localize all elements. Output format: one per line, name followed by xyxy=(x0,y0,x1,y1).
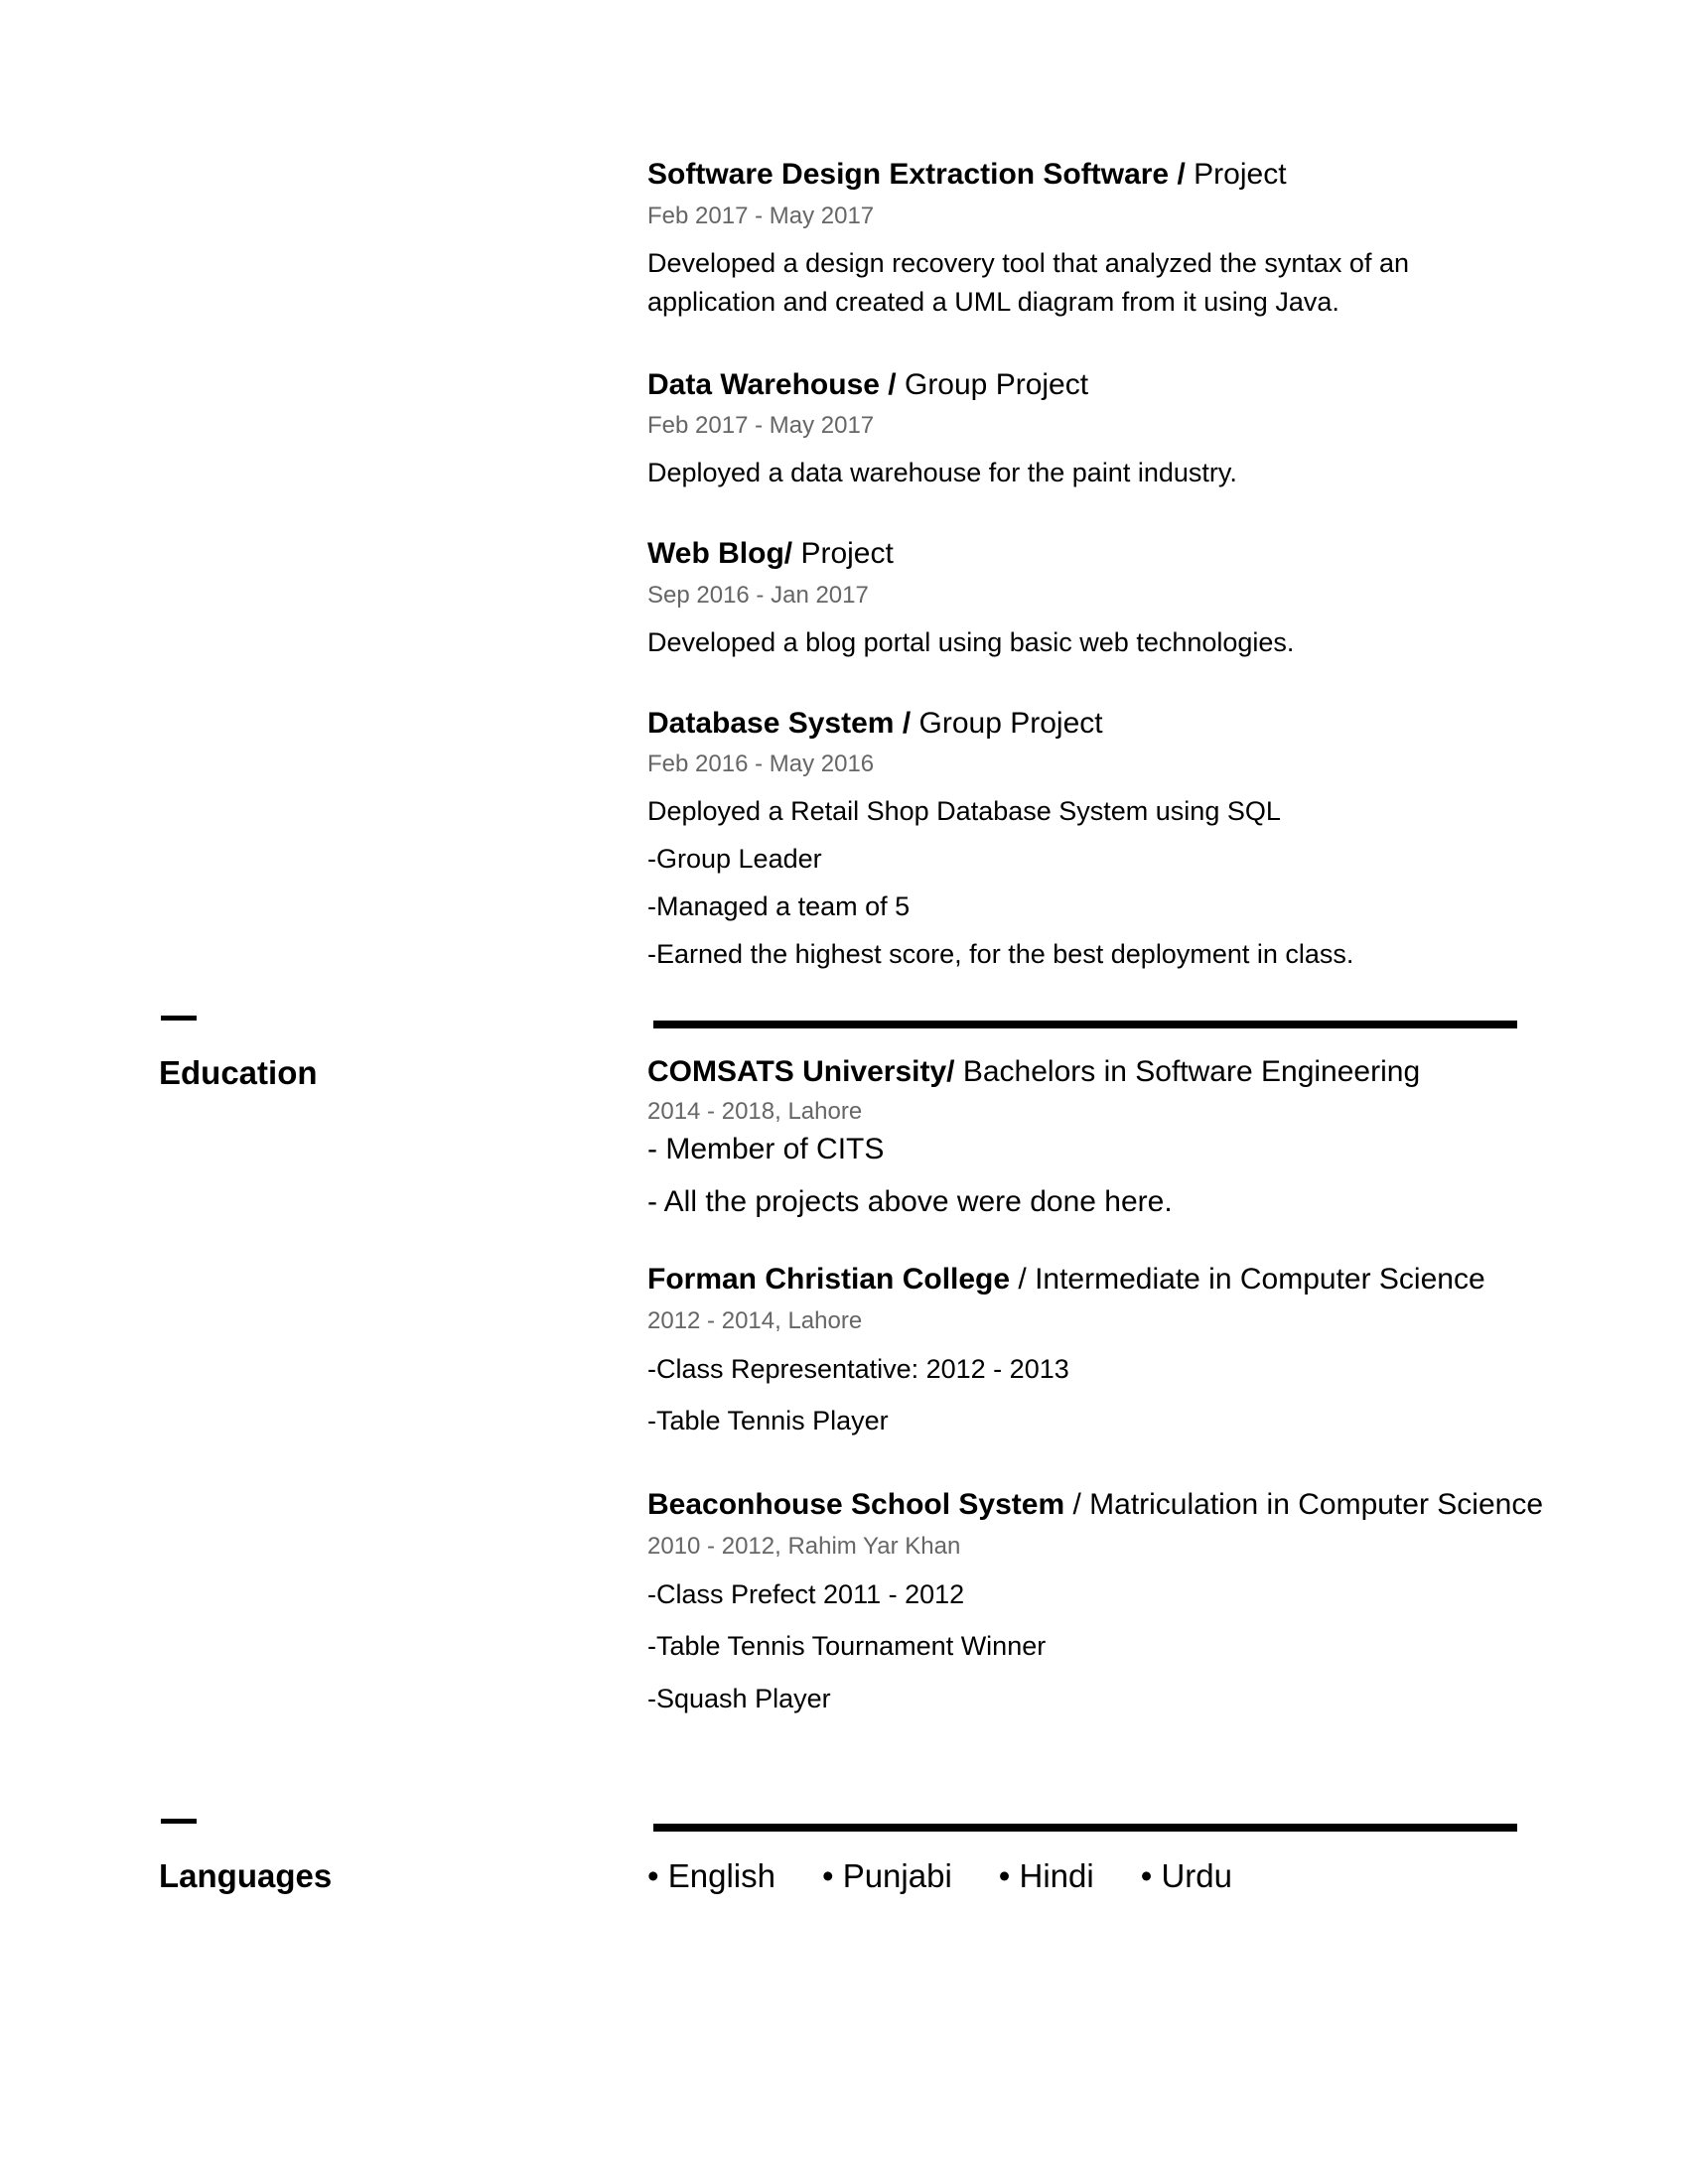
language-item: • Hindi xyxy=(998,1857,1094,1894)
project-type: Project xyxy=(1194,158,1287,191)
language-item: • Punjabi xyxy=(821,1857,952,1894)
education-bullet: -Table Tennis Tournament Winner xyxy=(647,1631,1047,1661)
project-name: Database System xyxy=(647,707,895,740)
project-type: Project xyxy=(800,537,894,570)
education-bullet: - All the projects above were done here. xyxy=(647,1185,1173,1218)
section-label-education: Education xyxy=(159,1054,318,1091)
project-title xyxy=(647,705,1541,743)
languages-list xyxy=(647,1856,1279,1896)
project-type: Group Project xyxy=(918,707,1103,740)
education-bullet: - Member of CITS xyxy=(647,1133,885,1165)
project-type: Group Project xyxy=(904,368,1089,401)
project-title xyxy=(647,156,1541,194)
education-title xyxy=(647,1053,1541,1091)
section-dash xyxy=(161,1819,197,1824)
project-description: Developed a design recovery tool that analyzed the syntax of an xyxy=(647,248,1409,278)
school-name: Forman Christian College xyxy=(647,1263,1011,1296)
project-name: Data Warehouse xyxy=(647,368,880,401)
project-separator: / xyxy=(1177,158,1186,191)
project-separator: / xyxy=(888,368,897,401)
project-description: Deployed a Retail Shop Database System using SQL xyxy=(647,796,1281,826)
project-date: Feb 2017 - May 2017 xyxy=(647,412,875,439)
education-title xyxy=(647,1486,1544,1524)
school-name: Beaconhouse School System xyxy=(647,1488,1065,1521)
project-bullet: -Managed a team of 5 xyxy=(647,891,911,921)
project-bullet: -Group Leader xyxy=(647,844,822,874)
project-name: Software Design Extraction Software xyxy=(647,158,1170,191)
section-divider xyxy=(653,1021,1517,1028)
education-date: 2014 - 2018, Lahore xyxy=(647,1098,863,1125)
education-bullet: -Squash Player xyxy=(647,1684,831,1713)
school-name: COMSATS University/ xyxy=(647,1055,955,1088)
project-date: Feb 2016 - May 2016 xyxy=(647,751,875,777)
section-dash xyxy=(161,1016,197,1021)
project-name: Web Blog/ xyxy=(647,537,793,570)
project-description: Developed a blog portal using basic web technologies. xyxy=(647,627,1295,657)
education-title xyxy=(647,1261,1541,1298)
degree: Bachelors in Software Engineering xyxy=(962,1055,1421,1088)
project-description: application and created a UML diagram from it using Java. xyxy=(647,287,1339,317)
project-date: Feb 2017 - May 2017 xyxy=(647,203,875,229)
education-date: 2012 - 2014, Lahore xyxy=(647,1307,863,1334)
language-item: • Urdu xyxy=(1140,1857,1232,1894)
section-label-languages: Languages xyxy=(159,1857,333,1894)
project-date: Sep 2016 - Jan 2017 xyxy=(647,582,869,609)
education-date: 2010 - 2012, Rahim Yar Khan xyxy=(647,1533,961,1560)
degree: / Matriculation in Computer Science xyxy=(1072,1488,1544,1521)
degree: / Intermediate in Computer Science xyxy=(1018,1263,1485,1296)
project-bullet: -Earned the highest score, for the best deployment in class. xyxy=(647,939,1354,969)
education-bullet: -Class Representative: 2012 - 2013 xyxy=(647,1354,1069,1384)
project-title xyxy=(647,535,1541,573)
project-separator: / xyxy=(902,707,912,740)
education-bullet: -Table Tennis Player xyxy=(647,1406,889,1435)
language-item: • English xyxy=(647,1857,775,1894)
project-title xyxy=(647,366,1541,404)
project-description: Deployed a data warehouse for the paint industry. xyxy=(647,458,1237,487)
section-divider xyxy=(653,1824,1517,1832)
education-bullet: -Class Prefect 2011 - 2012 xyxy=(647,1579,965,1609)
